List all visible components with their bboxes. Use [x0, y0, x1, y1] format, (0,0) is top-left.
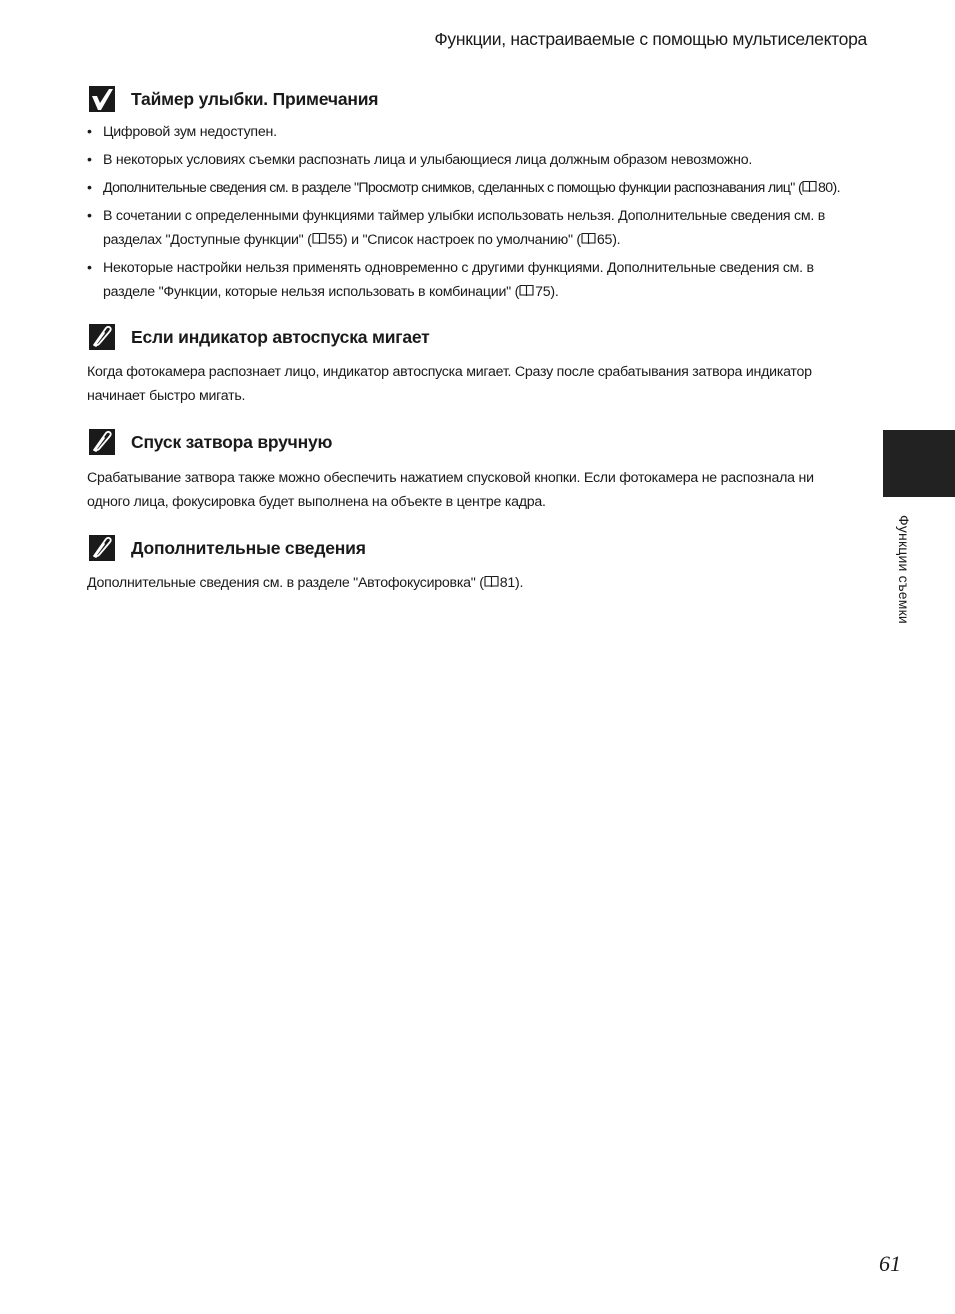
list-item	[87, 256, 847, 304]
list-item-text: Цифровой зум недоступен.	[103, 124, 277, 140]
list-item	[87, 204, 847, 252]
section-title: Дополнительные сведения	[131, 538, 366, 558]
book-reference-icon	[312, 232, 327, 245]
side-tab-label: Функции съемки	[896, 515, 912, 624]
list-item-text-end: ).	[832, 180, 840, 196]
section-paragraph: Когда фотокамера распознает лицо, индикатор автоспуска мигает. Сразу после срабатывания затвора индикатор начинает быстро мигать.	[87, 364, 812, 404]
side-tab-block	[883, 430, 955, 497]
page-number: 61	[879, 1251, 901, 1276]
pencil-note-icon	[89, 324, 115, 350]
paragraph-text: Дополнительные сведения см. в разделе "Автофокусировка" (	[87, 575, 484, 591]
section-more-info	[87, 535, 847, 595]
section-heading	[87, 324, 847, 352]
list-item-text-end: ).	[612, 232, 621, 248]
bullet-icon: •	[87, 180, 92, 196]
list-item-text-end: ).	[550, 284, 559, 300]
section-manual-release	[87, 429, 847, 514]
page-ref[interactable]: 75	[535, 284, 551, 300]
section-heading	[87, 86, 847, 114]
section-paragraph	[87, 571, 847, 595]
list-item	[87, 176, 847, 200]
list-item-text: Некоторые настройки нельзя применять одновременно с другими функциями. Дополнительные сведения см. в разделе "Функции, которые нельзя использовать в комбинации" (	[103, 260, 814, 300]
list-item-text: Дополнительные сведения см. в разделе "Просмотр снимков, сделанных с помощью функции распознавания лиц" (	[103, 180, 803, 196]
list-item-text: В сочетании с определенными функциями таймер улыбки использовать нельзя. Дополнительные сведения см. в разделах "Доступные функции" (	[103, 208, 826, 248]
section-heading	[87, 535, 847, 563]
section-heading	[87, 429, 847, 457]
bullet-icon: •	[87, 124, 92, 140]
bullet-icon: •	[87, 260, 92, 276]
bullet-icon: •	[87, 152, 92, 168]
section-title: Если индикатор автоспуска мигает	[131, 327, 430, 347]
book-reference-icon	[802, 180, 817, 193]
book-reference-icon	[519, 284, 534, 297]
section-smile-timer-notes	[87, 86, 847, 308]
section-self-timer-blinks	[87, 324, 847, 408]
page-ref[interactable]: 81	[499, 575, 515, 591]
section-paragraph: Срабатывание затвора также можно обеспечить нажатием спусковой кнопки. Если фотокамера не распознала ни одного лица, фокусировка будет выполнена на объекте в центре кадра.	[87, 470, 814, 510]
list-item-text: В некоторых условиях съемки распознать лица и улыбающиеся лица должным образом невозможно.	[103, 152, 753, 168]
book-reference-icon	[484, 575, 499, 588]
page-ref[interactable]: 55	[327, 232, 343, 248]
list-item	[87, 120, 847, 144]
section-title: Спуск затвора вручную	[131, 432, 333, 452]
pencil-note-icon	[89, 535, 115, 561]
book-reference-icon	[581, 232, 596, 245]
list-item	[87, 148, 847, 172]
running-header: Функции, настраиваемые с помощью мультиселектора	[434, 29, 867, 49]
page-ref[interactable]: 80	[818, 180, 833, 196]
section-title: Таймер улыбки. Примечания	[131, 89, 379, 109]
paragraph-text-end: ).	[514, 575, 524, 591]
list-item-text-middle: ) и "Список настроек по умолчанию" (	[342, 232, 581, 248]
bullet-icon: •	[87, 208, 92, 224]
notes-list	[87, 120, 847, 304]
pencil-note-icon	[89, 429, 115, 455]
page-ref[interactable]: 65	[596, 232, 613, 248]
checkmark-caution-icon	[89, 86, 115, 112]
